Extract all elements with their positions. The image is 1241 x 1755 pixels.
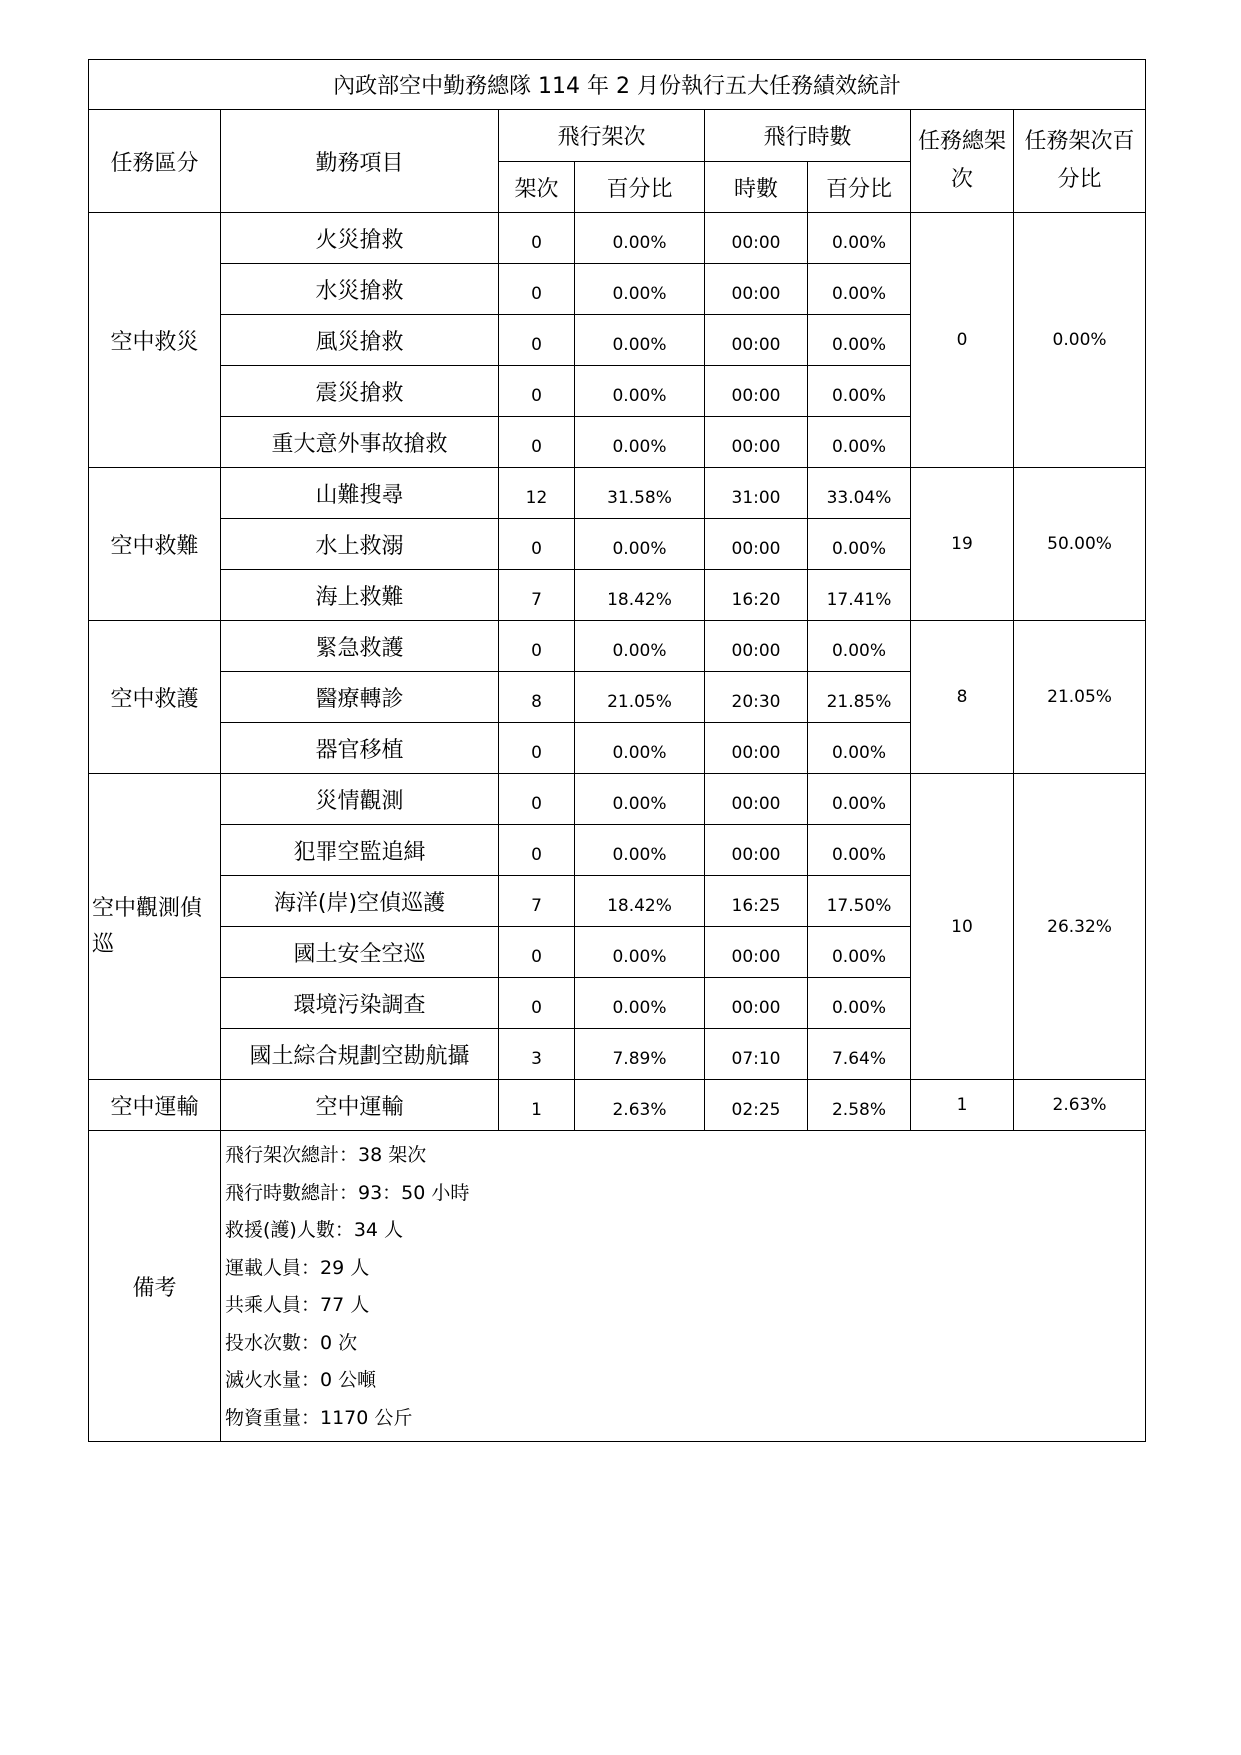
table-row: [89, 1080, 1146, 1131]
note-line: 共乘人員：77 人: [225, 1294, 370, 1316]
hours-pct-cell: 2.58%: [808, 1080, 911, 1131]
category-label: 空中運輸: [89, 1080, 221, 1131]
table-row: [89, 213, 1146, 264]
flights-cell: 7: [499, 570, 575, 621]
item-label: 水災搶救: [221, 264, 499, 315]
flights-pct-cell: 0.00%: [575, 366, 705, 417]
item-label: 災情觀測: [221, 774, 499, 825]
flights-pct-cell: 0.00%: [575, 519, 705, 570]
category-label: 空中救災: [89, 213, 221, 468]
hours-cell: 00:00: [705, 825, 808, 876]
hours-cell: 16:20: [705, 570, 808, 621]
page-title: 內政部空中勤務總隊 114 年 2 月份執行五大任務績效統計: [89, 60, 1146, 110]
item-label: 醫療轉診: [221, 672, 499, 723]
item-label: 水上救溺: [221, 519, 499, 570]
notes-row: [89, 1131, 1146, 1442]
hours-cell: 07:10: [705, 1029, 808, 1080]
total-pct-cell: 0.00%: [1014, 213, 1146, 468]
hours-pct-cell: 33.04%: [808, 468, 911, 519]
hours-pct-cell: 0.00%: [808, 417, 911, 468]
hours-pct-cell: 0.00%: [808, 978, 911, 1029]
total-flights-cell: 19: [911, 468, 1014, 621]
item-label: 國土安全空巡: [221, 927, 499, 978]
item-label: 風災搶救: [221, 315, 499, 366]
hours-cell: 00:00: [705, 774, 808, 825]
total-flights-cell: 10: [911, 774, 1014, 1080]
hours-cell: 00:00: [705, 213, 808, 264]
hours-pct-cell: 0.00%: [808, 366, 911, 417]
flights-pct-cell: 2.63%: [575, 1080, 705, 1131]
flights-cell: 0: [499, 366, 575, 417]
item-label: 山難搜尋: [221, 468, 499, 519]
hours-pct-cell: 0.00%: [808, 723, 911, 774]
hours-cell: 00:00: [705, 264, 808, 315]
flights-pct-cell: 0.00%: [575, 213, 705, 264]
flights-cell: 0: [499, 621, 575, 672]
note-line: 救援(護)人數：34 人: [225, 1219, 404, 1241]
hours-pct-cell: 0.00%: [808, 213, 911, 264]
item-label: 空中運輸: [221, 1080, 499, 1131]
notes-content: [221, 1131, 1146, 1442]
hours-pct-cell: 0.00%: [808, 621, 911, 672]
hours-pct-cell: 21.85%: [808, 672, 911, 723]
hours-cell: 00:00: [705, 723, 808, 774]
flights-cell: 0: [499, 825, 575, 876]
item-label: 震災搶救: [221, 366, 499, 417]
item-label: 重大意外事故搶救: [221, 417, 499, 468]
flights-cell: 1: [499, 1080, 575, 1131]
total-pct-cell: 2.63%: [1014, 1080, 1146, 1131]
flights-cell: 0: [499, 927, 575, 978]
header-item: 勤務項目: [221, 110, 499, 213]
total-pct-cell: 21.05%: [1014, 621, 1146, 774]
total-pct-cell: 50.00%: [1014, 468, 1146, 621]
header-flights: 架次: [499, 162, 575, 213]
category-label: 空中觀測偵巡: [89, 774, 221, 1080]
note-line: 物資重量：1170 公斤: [225, 1406, 413, 1429]
flights-cell: 0: [499, 519, 575, 570]
total-flights-cell: 8: [911, 621, 1014, 774]
total-flights-cell: 1: [911, 1080, 1014, 1131]
note-line: 投水次數：0 次: [225, 1331, 358, 1354]
flights-pct-cell: 0.00%: [575, 264, 705, 315]
table-row: [89, 774, 1146, 825]
hours-pct-cell: 0.00%: [808, 264, 911, 315]
flights-cell: 0: [499, 213, 575, 264]
item-label: 犯罪空監追緝: [221, 825, 499, 876]
note-line: 運載人員：29 人: [225, 1256, 370, 1279]
flights-pct-cell: 0.00%: [575, 315, 705, 366]
flights-cell: 0: [499, 417, 575, 468]
flights-pct-cell: 21.05%: [575, 672, 705, 723]
flights-pct-cell: 0.00%: [575, 825, 705, 876]
hours-cell: 00:00: [705, 519, 808, 570]
flights-cell: 0: [499, 264, 575, 315]
hours-pct-cell: 0.00%: [808, 774, 911, 825]
flights-pct-cell: 18.42%: [575, 876, 705, 927]
flights-cell: 0: [499, 978, 575, 1029]
header-total-flights: 任務總架次: [911, 110, 1014, 213]
flights-cell: 7: [499, 876, 575, 927]
flights-cell: 3: [499, 1029, 575, 1080]
header-hours-pct: 百分比: [808, 162, 911, 213]
category-label: 空中救護: [89, 621, 221, 774]
category-label: 空中救難: [89, 468, 221, 621]
header-flights-group: 飛行架次: [499, 110, 705, 162]
table-row: [89, 468, 1146, 519]
hours-cell: 00:00: [705, 927, 808, 978]
item-label: 緊急救護: [221, 621, 499, 672]
note-line: 滅火水量：0 公噸: [225, 1369, 377, 1391]
flights-cell: 0: [499, 315, 575, 366]
hours-cell: 00:00: [705, 621, 808, 672]
note-line: 飛行架次總計：38 架次: [225, 1144, 427, 1166]
total-flights-cell: 0: [911, 213, 1014, 468]
hours-pct-cell: 0.00%: [808, 315, 911, 366]
header-category: 任務區分: [89, 110, 221, 213]
hours-cell: 00:00: [705, 366, 808, 417]
item-label: 器官移植: [221, 723, 499, 774]
flights-cell: 0: [499, 774, 575, 825]
notes-label: 備考: [89, 1131, 221, 1442]
hours-cell: 00:00: [705, 315, 808, 366]
flights-pct-cell: 7.89%: [575, 1029, 705, 1080]
flights-pct-cell: 0.00%: [575, 417, 705, 468]
flights-pct-cell: 31.58%: [575, 468, 705, 519]
performance-table: [88, 59, 1146, 1442]
header-hours: 時數: [705, 162, 808, 213]
flights-pct-cell: 0.00%: [575, 621, 705, 672]
flights-pct-cell: 0.00%: [575, 723, 705, 774]
hours-cell: 00:00: [705, 417, 808, 468]
flights-pct-cell: 0.00%: [575, 978, 705, 1029]
item-label: 國土綜合規劃空勘航攝: [221, 1029, 499, 1080]
hours-pct-cell: 17.41%: [808, 570, 911, 621]
hours-pct-cell: 0.00%: [808, 927, 911, 978]
note-line: 飛行時數總計：93：50 小時: [225, 1181, 470, 1204]
flights-cell: 12: [499, 468, 575, 519]
item-label: 海上救難: [221, 570, 499, 621]
hours-pct-cell: 7.64%: [808, 1029, 911, 1080]
item-label: 火災搶救: [221, 213, 499, 264]
flights-pct-cell: 0.00%: [575, 774, 705, 825]
flights-pct-cell: 18.42%: [575, 570, 705, 621]
flights-pct-cell: 0.00%: [575, 927, 705, 978]
hours-pct-cell: 0.00%: [808, 519, 911, 570]
header-total-pct: 任務架次百分比: [1014, 110, 1146, 213]
total-pct-cell: 26.32%: [1014, 774, 1146, 1080]
hours-cell: 16:25: [705, 876, 808, 927]
table-row: [89, 621, 1146, 672]
hours-pct-cell: 17.50%: [808, 876, 911, 927]
hours-cell: 31:00: [705, 468, 808, 519]
hours-pct-cell: 0.00%: [808, 825, 911, 876]
flights-cell: 8: [499, 672, 575, 723]
item-label: 環境污染調查: [221, 978, 499, 1029]
header-hours-group: 飛行時數: [705, 110, 911, 162]
header-flights-pct: 百分比: [575, 162, 705, 213]
hours-cell: 02:25: [705, 1080, 808, 1131]
item-label: 海洋(岸)空偵巡護: [221, 876, 499, 927]
hours-cell: 20:30: [705, 672, 808, 723]
hours-cell: 00:00: [705, 978, 808, 1029]
flights-cell: 0: [499, 723, 575, 774]
